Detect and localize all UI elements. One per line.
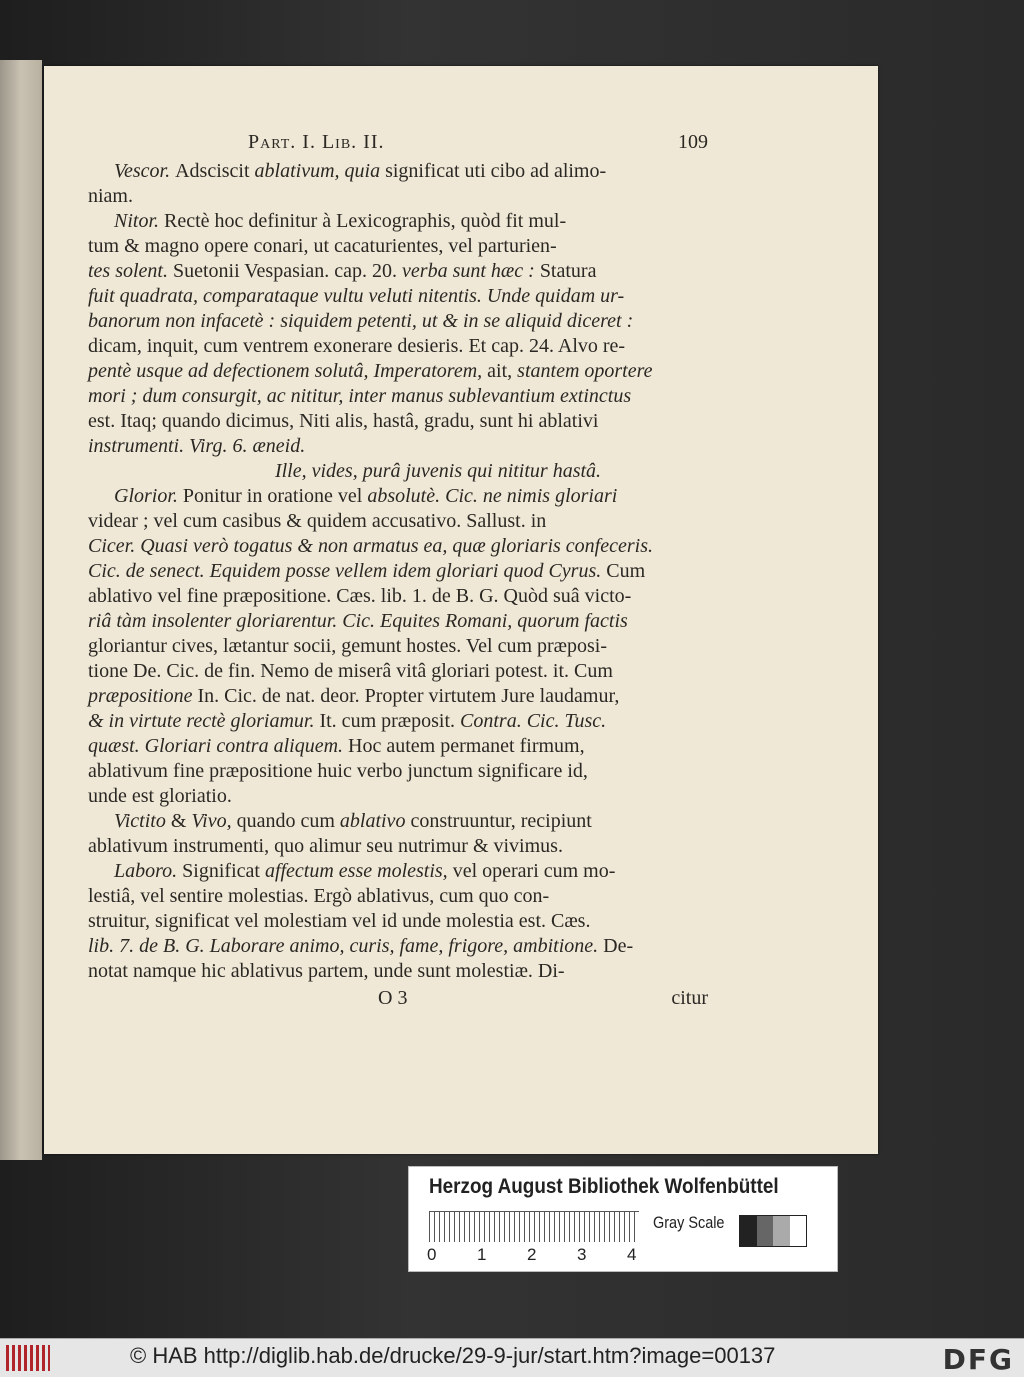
- text-segment: ablativum, quia: [254, 160, 386, 182]
- text-segment: struitur, significat vel molestiam vel id unde molestia est.: [88, 910, 551, 932]
- text-segment: niam.: [88, 185, 133, 207]
- text-line: [88, 884, 708, 909]
- scale-ruler-card: [408, 1166, 838, 1272]
- text-segment: Cum: [606, 560, 646, 582]
- library-name: Herzog August Bibliothek Wolfenbüttel: [429, 1175, 779, 1198]
- text-line: [88, 409, 708, 434]
- text-line-content: [88, 684, 619, 709]
- text-segment: Cæs. lib. 1. de B. G. Quòd suâ victo-: [336, 585, 632, 607]
- ruler-tick-label: 4: [627, 1245, 637, 1264]
- text-line-content: [88, 909, 590, 934]
- text-line-content: [114, 209, 566, 234]
- running-head-title: Part. I. Lib. II.: [248, 131, 385, 153]
- ruler-tick-label: 0: [427, 1245, 437, 1264]
- text-line: [88, 184, 708, 209]
- text-line: [88, 734, 708, 759]
- text-segment: ablativum instrumenti, quo alimur seu nutrimur & vivimus.: [88, 835, 563, 857]
- text-segment: Ponitur in oratione vel: [182, 485, 368, 507]
- text-line: [88, 834, 708, 859]
- text-line-content: [88, 659, 613, 684]
- text-line-content: [88, 959, 565, 984]
- text-line-content: [275, 459, 601, 484]
- text-segment: Suetonii Vespasian. cap. 20.: [173, 260, 403, 282]
- book-page: [44, 66, 878, 1154]
- text-line: [88, 584, 708, 609]
- text-line: [88, 959, 708, 984]
- text-line: [88, 934, 708, 959]
- text-line: [88, 159, 708, 184]
- text-line: [88, 709, 708, 734]
- text-segment: ablativum fine præpositione huic verbo junctum significare id,: [88, 760, 588, 782]
- text-line-content: [88, 584, 631, 609]
- text-line-content: [88, 509, 546, 534]
- text-segment: Rectè hoc definitur à Lexicographis, quòd fit mul-: [164, 210, 567, 232]
- text-segment: cum ventrem exonerare desieris.: [203, 335, 469, 357]
- text-line: [88, 259, 708, 284]
- text-segment: Vescor.: [114, 160, 176, 182]
- text-segment: quando cum: [236, 810, 340, 832]
- dfg-logo: DFG: [942, 1343, 1014, 1376]
- text-segment: De. Cic. de fin. Nemo de miserâ vitâ gloriari potest.: [133, 660, 553, 682]
- text-segment: Cicer. Quasi verò togatus & non armatus ea, quæ gloriaris confeceris.: [88, 535, 653, 557]
- text-line-content: [88, 609, 628, 634]
- text-segment: est.: [88, 410, 121, 432]
- text-segment: Ille, vides, purâ juvenis qui nititur hastâ.: [274, 460, 602, 482]
- text-line-content: [88, 184, 133, 209]
- text-line-content: [88, 434, 305, 459]
- text-segment: vel operari cum mo-: [452, 860, 616, 882]
- text-segment: lib. 7. de B. G. Laborare animo, curis, fame, frigore, ambitione.: [88, 935, 604, 957]
- text-segment: Glorior.: [114, 485, 183, 507]
- text-segment: pentè usque ad defectionem solutâ, Imperatorem,: [88, 360, 488, 382]
- text-segment: banorum non infacetè : siquidem petenti, ut & in se aliquid diceret :: [88, 310, 634, 332]
- text-segment: stantem oportere: [517, 360, 653, 382]
- text-line: [88, 659, 708, 684]
- text-segment: It. cum præposit.: [319, 710, 461, 732]
- text-lines: [88, 159, 708, 984]
- text-line: [88, 559, 708, 584]
- text-line-content: [88, 234, 557, 259]
- text-line-content: [88, 784, 232, 809]
- text-segment: Significat: [182, 860, 265, 882]
- text-line: [88, 334, 708, 359]
- text-line-content: [88, 334, 625, 359]
- text-line: [88, 284, 708, 309]
- text-segment: Sallust. in: [466, 510, 547, 532]
- text-line: [88, 809, 708, 834]
- text-segment: riâ tàm insolenter gloriarentur. Cic. Equites Romani, quorum factis: [88, 610, 628, 632]
- text-line-content: [88, 884, 549, 909]
- text-segment: ablativo: [339, 810, 411, 832]
- page-number: 109: [678, 131, 708, 153]
- text-segment: Contra. Cic. Tusc.: [460, 710, 607, 732]
- text-segment: quæst. Gloriari contra aliquem.: [88, 735, 349, 757]
- text-segment: inquit,: [146, 335, 204, 357]
- text-line: [88, 234, 708, 259]
- text-line: [88, 684, 708, 709]
- footer-credit-link[interactable]: © HAB http://diglib.hab.de/drucke/29-9-jur/start.htm?image=00137: [130, 1343, 776, 1368]
- text-line: [88, 459, 708, 484]
- hab-logo-icon: [6, 1345, 50, 1371]
- text-segment: ablativo: [88, 585, 158, 607]
- viewer-footer: [0, 1338, 1024, 1377]
- text-segment: tes solent.: [88, 260, 173, 282]
- ruler-tick-label: 2: [527, 1245, 537, 1264]
- text-line-content: [88, 409, 598, 434]
- text-line: [88, 359, 708, 384]
- text-line: [88, 634, 708, 659]
- text-segment: Vivo,: [191, 810, 237, 832]
- text-line-content: [88, 834, 563, 859]
- text-line-content: [114, 809, 592, 834]
- text-line: [88, 909, 708, 934]
- text-line: [88, 384, 708, 409]
- running-head: [88, 130, 708, 155]
- text-segment: Vel cum præposi-: [465, 635, 608, 657]
- text-segment: absolutè. Cic. ne nimis gloriari: [367, 485, 618, 507]
- text-segment: Laboro.: [114, 860, 183, 882]
- text-segment: &: [170, 810, 192, 832]
- text-segment: construuntur, recipiunt: [410, 810, 592, 832]
- text-line-content: [88, 384, 631, 409]
- text-segment: gloriantur cives, lætantur socii, gemunt hostes.: [88, 635, 466, 657]
- text-line-content: [88, 559, 645, 584]
- text-line-content: [88, 634, 607, 659]
- text-line: [88, 859, 708, 884]
- text-segment: præpositione: [88, 685, 198, 707]
- text-line-content: [114, 859, 615, 884]
- text-line-content: [88, 759, 588, 784]
- text-segment: De-: [603, 935, 634, 957]
- text-segment: fuit quadrata, comparataque vultu veluti nitentis. Unde quidam ur-: [88, 285, 625, 307]
- signature-mark: O 3: [378, 987, 408, 1009]
- text-segment: vel cum casibus & quidem accusativo.: [153, 510, 467, 532]
- text-segment: mori ; dum consurgit, ac nititur, inter manus sublevantium extinctus: [88, 385, 632, 407]
- text-segment: Alvo re-: [557, 335, 626, 357]
- cm-ruler: [429, 1211, 639, 1242]
- text-segment: Cic. de senect. Equidem posse vellem idem gloriari quod Cyrus.: [88, 560, 607, 582]
- text-line-content: [114, 484, 617, 509]
- text-segment: tione: [88, 660, 133, 682]
- text-line: [88, 509, 708, 534]
- text-segment: affectum esse molestis,: [264, 860, 453, 882]
- text-line: [88, 309, 708, 334]
- text-line: [88, 534, 708, 559]
- text-segment: verba sunt hæc :: [402, 260, 540, 282]
- text-line-content: [88, 284, 624, 309]
- grayscale-swatch: [739, 1215, 807, 1247]
- text-line: [88, 609, 708, 634]
- text-segment: Itaq; quando dicimus,: [120, 410, 300, 432]
- text-segment: In. Cic. de nat. deor. Propter virtutem Jure laudamur,: [197, 685, 620, 707]
- text-segment: ait,: [487, 360, 518, 382]
- text-segment: & in virtute rectè gloriamur.: [88, 710, 320, 732]
- text-segment: notat namque hic ablativus partem, unde sunt molestiæ. Di-: [88, 960, 565, 982]
- text-segment: Et cap. 24.: [468, 335, 558, 357]
- text-line-content: [88, 259, 596, 284]
- text-segment: it. Cum: [552, 660, 613, 682]
- text-segment: significat uti cibo ad alimo-: [385, 160, 607, 182]
- text-segment: instrumenti. Virg. 6. æneid.: [88, 435, 306, 457]
- text-line-content: [88, 934, 633, 959]
- text-segment: Adsciscit: [175, 160, 255, 182]
- text-segment: Nitor.: [114, 210, 165, 232]
- text-line: [88, 209, 708, 234]
- text-segment: dicam,: [88, 335, 147, 357]
- text-line: [88, 784, 708, 809]
- text-line-content: [88, 734, 585, 759]
- text-line-content: [88, 534, 653, 559]
- text-segment: Niti alis, hastâ, gradu, sunt hi ablativi: [299, 410, 599, 432]
- page-text: [88, 130, 708, 1011]
- text-line-content: [88, 309, 633, 334]
- text-segment: vel fine præpositione.: [157, 585, 337, 607]
- text-line: [88, 484, 708, 509]
- ruler-tick-label: 1: [477, 1245, 487, 1264]
- catchword: citur: [671, 987, 708, 1009]
- text-segment: Hoc autem permanet firmum,: [348, 735, 585, 757]
- text-line-content: [88, 709, 606, 734]
- text-segment: videar ;: [88, 510, 154, 532]
- text-segment: Cæs.: [551, 910, 591, 932]
- text-segment: Victito: [114, 810, 171, 832]
- text-line: [88, 434, 708, 459]
- text-line-content: [114, 159, 606, 184]
- text-line: [88, 759, 708, 784]
- text-segment: lestiâ, vel sentire molestias. Ergò ablativus, cum quo con-: [88, 885, 550, 907]
- grayscale-label: Gray Scale: [653, 1213, 725, 1232]
- text-segment: unde est gloriatio.: [88, 785, 232, 807]
- page-footer: [88, 986, 708, 1011]
- text-segment: tum & magno opere conari, ut cacaturientes, vel parturien-: [88, 235, 557, 257]
- ruler-tick-label: 3: [577, 1245, 587, 1264]
- text-segment: Statura: [539, 260, 597, 282]
- facing-page-edge: [0, 60, 42, 1160]
- text-line-content: [88, 359, 653, 384]
